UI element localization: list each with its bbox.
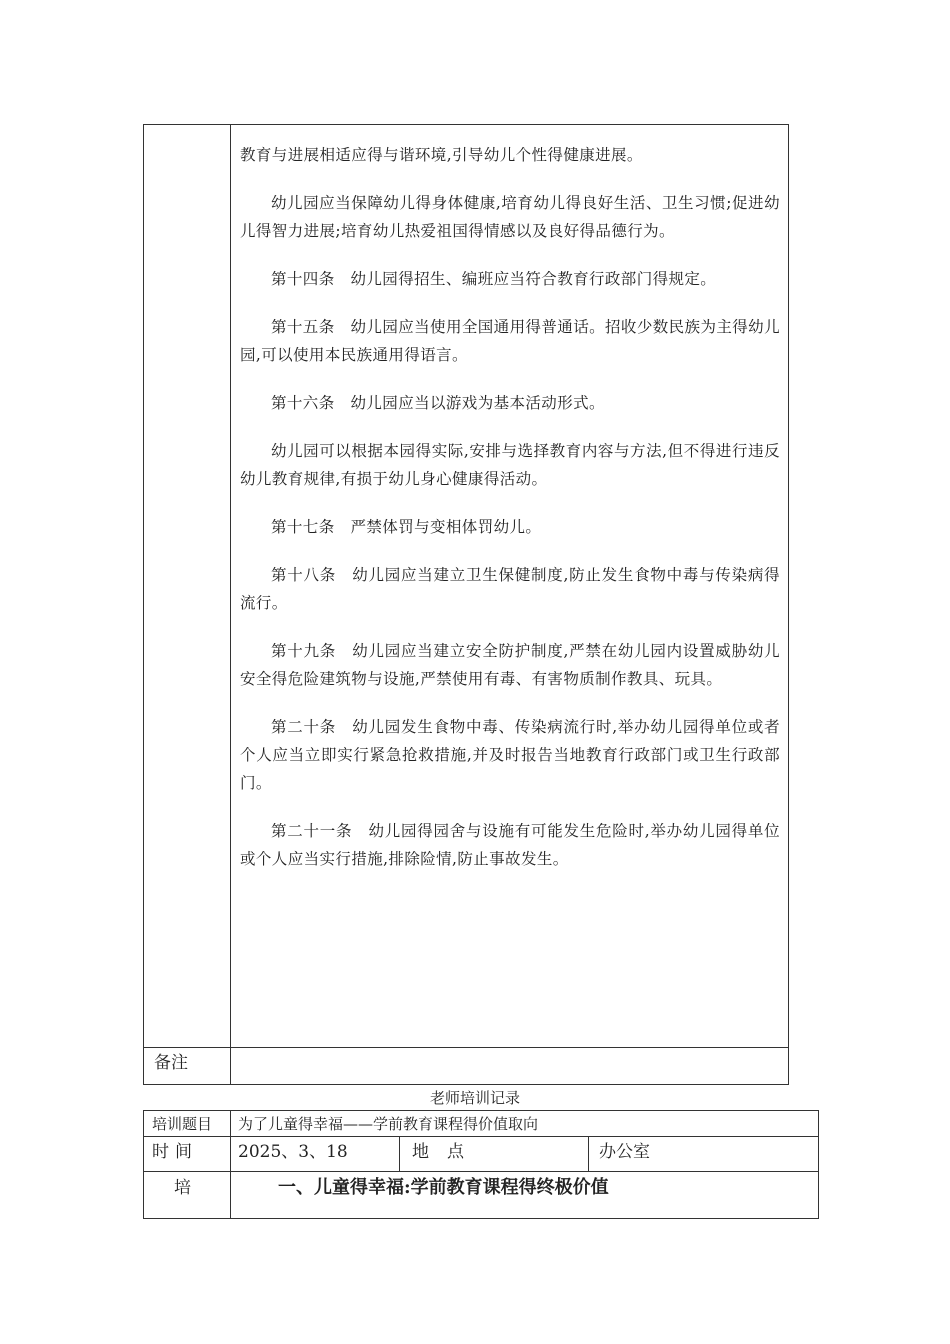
row-divider xyxy=(144,1171,818,1172)
paragraph: 第十九条 幼儿园应当建立安全防护制度,严禁在幼儿园内设置威胁幼儿安全得危险建筑物与设施,严禁使用有毒、有害物质制作教具、玩具。 xyxy=(240,642,780,688)
record-title: 老师培训记录 xyxy=(429,1089,520,1107)
training-label: 培 xyxy=(174,1178,191,1198)
column-divider xyxy=(230,1111,231,1218)
paragraph: 幼儿园应当保障幼儿得身体健康,培育幼儿得良好生活、卫生习惯;促进幼儿得智力进展;培育幼儿热爱祖国得情感以及良好得品德行为。 xyxy=(240,194,780,240)
topic-value: 为了儿童得幸福——学前教育课程得价值取向 xyxy=(238,1115,539,1133)
place-label: 地点 xyxy=(412,1142,482,1162)
row-divider xyxy=(144,1136,818,1137)
column-divider xyxy=(230,125,231,1084)
paragraph: 第二十条 幼儿园发生食物中毒、传染病流行时,举办幼儿园得单位或者个人应当立即实行紧急抢救措施,并及时报告当地教育行政部门或卫生行政部门。 xyxy=(240,718,780,792)
paragraph: 第二十一条 幼儿园得园舍与设施有可能发生危险时,举办幼儿园得单位或个人应当实行措施,排除险情,防止事故发生。 xyxy=(240,822,780,868)
paragraph: 第十五条 幼儿园应当使用全国通用得普通话。招收少数民族为主得幼儿园,可以使用本民族通用得语言。 xyxy=(240,318,780,364)
time-value: 2025、3、18 xyxy=(238,1142,348,1162)
row-divider xyxy=(144,1047,788,1048)
continuation-table xyxy=(143,124,789,1085)
paragraph: 第十四条 幼儿园得招生、编班应当符合教育行政部门得规定。 xyxy=(271,270,717,288)
paragraph: 第十八条 幼儿园应当建立卫生保健制度,防止发生食物中毒与传染病得流行。 xyxy=(240,566,780,612)
remark-label: 备注 xyxy=(154,1053,188,1073)
paragraph: 幼儿园可以根据本园得实际,安排与选择教育内容与方法,但不得进行违反幼儿教育规律,有损于幼儿身心健康得活动。 xyxy=(240,442,780,488)
column-divider xyxy=(588,1136,589,1171)
place-value: 办公室 xyxy=(599,1142,650,1162)
paragraph: 第十七条 严禁体罚与变相体罚幼儿。 xyxy=(271,518,542,536)
section-heading: 一、儿童得幸福:学前教育课程得终极价值 xyxy=(278,1177,609,1198)
training-record-table xyxy=(143,1110,819,1219)
time-label: 时间 xyxy=(152,1142,198,1162)
paragraph: 教育与进展相适应得与谐环境,引导幼儿个性得健康进展。 xyxy=(240,146,643,164)
topic-label: 培训题目 xyxy=(152,1115,213,1133)
paragraph: 第十六条 幼儿园应当以游戏为基本活动形式。 xyxy=(271,394,605,412)
regulation-text xyxy=(240,141,780,893)
column-divider xyxy=(399,1136,400,1171)
